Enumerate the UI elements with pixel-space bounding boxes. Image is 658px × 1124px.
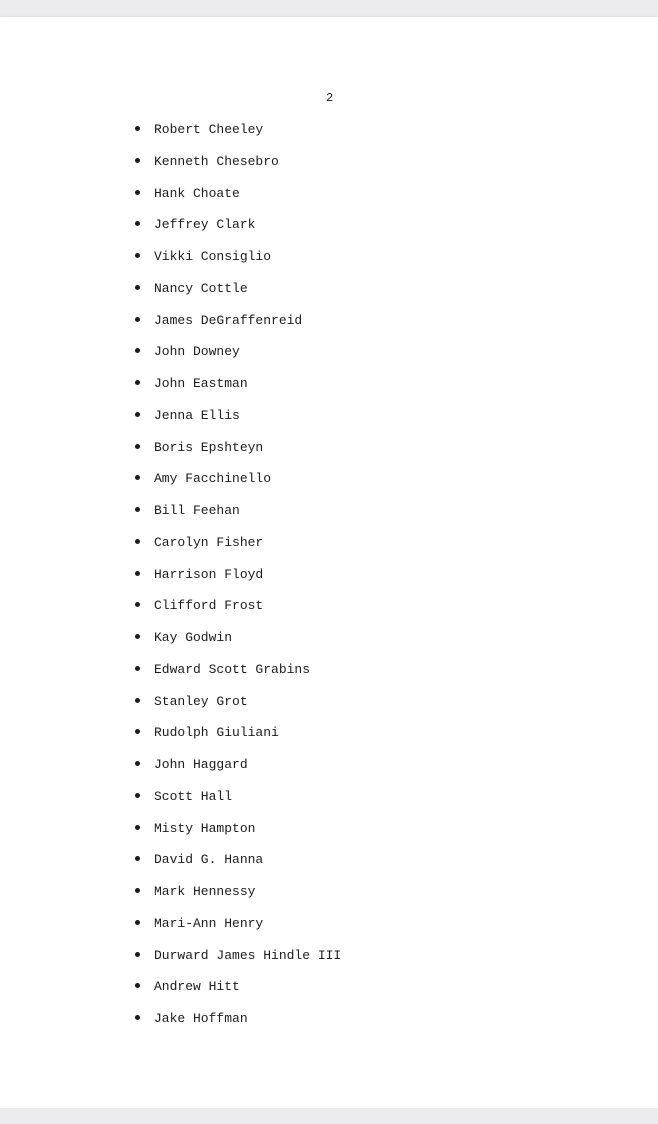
bullet-icon bbox=[135, 698, 140, 703]
name-text: Stanley Grot bbox=[154, 693, 248, 709]
bullet-icon bbox=[135, 507, 140, 512]
bullet-icon bbox=[135, 190, 140, 195]
bullet-icon bbox=[135, 920, 140, 925]
name-text: Jenna Ellis bbox=[154, 407, 240, 423]
bullet-icon bbox=[135, 158, 140, 163]
bullet-icon bbox=[135, 380, 140, 385]
bullet-icon bbox=[135, 825, 140, 830]
bullet-icon bbox=[135, 666, 140, 671]
page-number: 2 bbox=[326, 91, 334, 105]
name-text: Mari-Ann Henry bbox=[154, 915, 264, 931]
bullet-icon bbox=[135, 285, 140, 290]
name-text: Nancy Cottle bbox=[154, 280, 248, 296]
name-text: Vikki Consiglio bbox=[154, 249, 272, 264]
name-text: John Haggard bbox=[154, 757, 248, 772]
bullet-icon bbox=[135, 983, 140, 988]
name-text: Bill Feehan bbox=[154, 503, 240, 518]
name-text: Misty Hampton bbox=[154, 820, 256, 836]
name-text: Rudolph Giuliani bbox=[154, 725, 279, 741]
document-page bbox=[0, 17, 658, 1108]
bullet-icon bbox=[135, 634, 140, 639]
name-text: Amy Facchinello bbox=[154, 471, 272, 487]
bullet-icon bbox=[135, 221, 140, 226]
bullet-icon bbox=[135, 856, 140, 861]
viewer-bottom-strip bbox=[0, 1108, 658, 1124]
name-text: Boris Epshteyn bbox=[154, 439, 264, 455]
bullet-icon bbox=[135, 888, 140, 893]
name-text: Kay Godwin bbox=[154, 630, 233, 645]
bullet-icon bbox=[135, 729, 140, 734]
bullet-icon bbox=[135, 602, 140, 607]
bullet-icon bbox=[135, 761, 140, 766]
name-text: Carolyn Fisher bbox=[154, 534, 264, 550]
name-text: Andrew Hitt bbox=[154, 979, 240, 995]
bullet-icon bbox=[135, 952, 140, 957]
name-text: Mark Hennessy bbox=[154, 884, 256, 899]
name-text: Edward Scott Grabins bbox=[154, 661, 311, 677]
bullet-icon bbox=[135, 539, 140, 544]
name-text: Scott Hall bbox=[154, 788, 233, 804]
bullet-icon bbox=[135, 571, 140, 576]
name-text: James DeGraffenreid bbox=[154, 312, 303, 328]
name-text: Robert Cheeley bbox=[154, 122, 264, 137]
bullet-icon bbox=[135, 253, 140, 258]
bullet-icon bbox=[135, 317, 140, 322]
bullet-icon bbox=[135, 348, 140, 353]
bullet-icon bbox=[135, 412, 140, 417]
name-text: Durward James Hindle III bbox=[154, 947, 342, 963]
name-text: Clifford Frost bbox=[154, 598, 264, 614]
name-text: John Downey bbox=[154, 344, 240, 360]
name-text: Harrison Floyd bbox=[154, 566, 264, 582]
bullet-icon bbox=[135, 793, 140, 798]
name-text: Kenneth Chesebro bbox=[154, 153, 279, 169]
bullet-icon bbox=[135, 444, 140, 449]
name-text: David G. Hanna bbox=[154, 852, 264, 868]
bullet-icon bbox=[135, 475, 140, 480]
name-text: Hank Choate bbox=[154, 185, 240, 201]
name-text: Jeffrey Clark bbox=[154, 217, 256, 233]
viewer-top-bar bbox=[0, 0, 658, 17]
bullet-icon bbox=[135, 126, 140, 131]
bullet-icon bbox=[135, 1015, 140, 1020]
name-text: Jake Hoffman bbox=[154, 1011, 248, 1026]
name-text: John Eastman bbox=[154, 376, 248, 391]
